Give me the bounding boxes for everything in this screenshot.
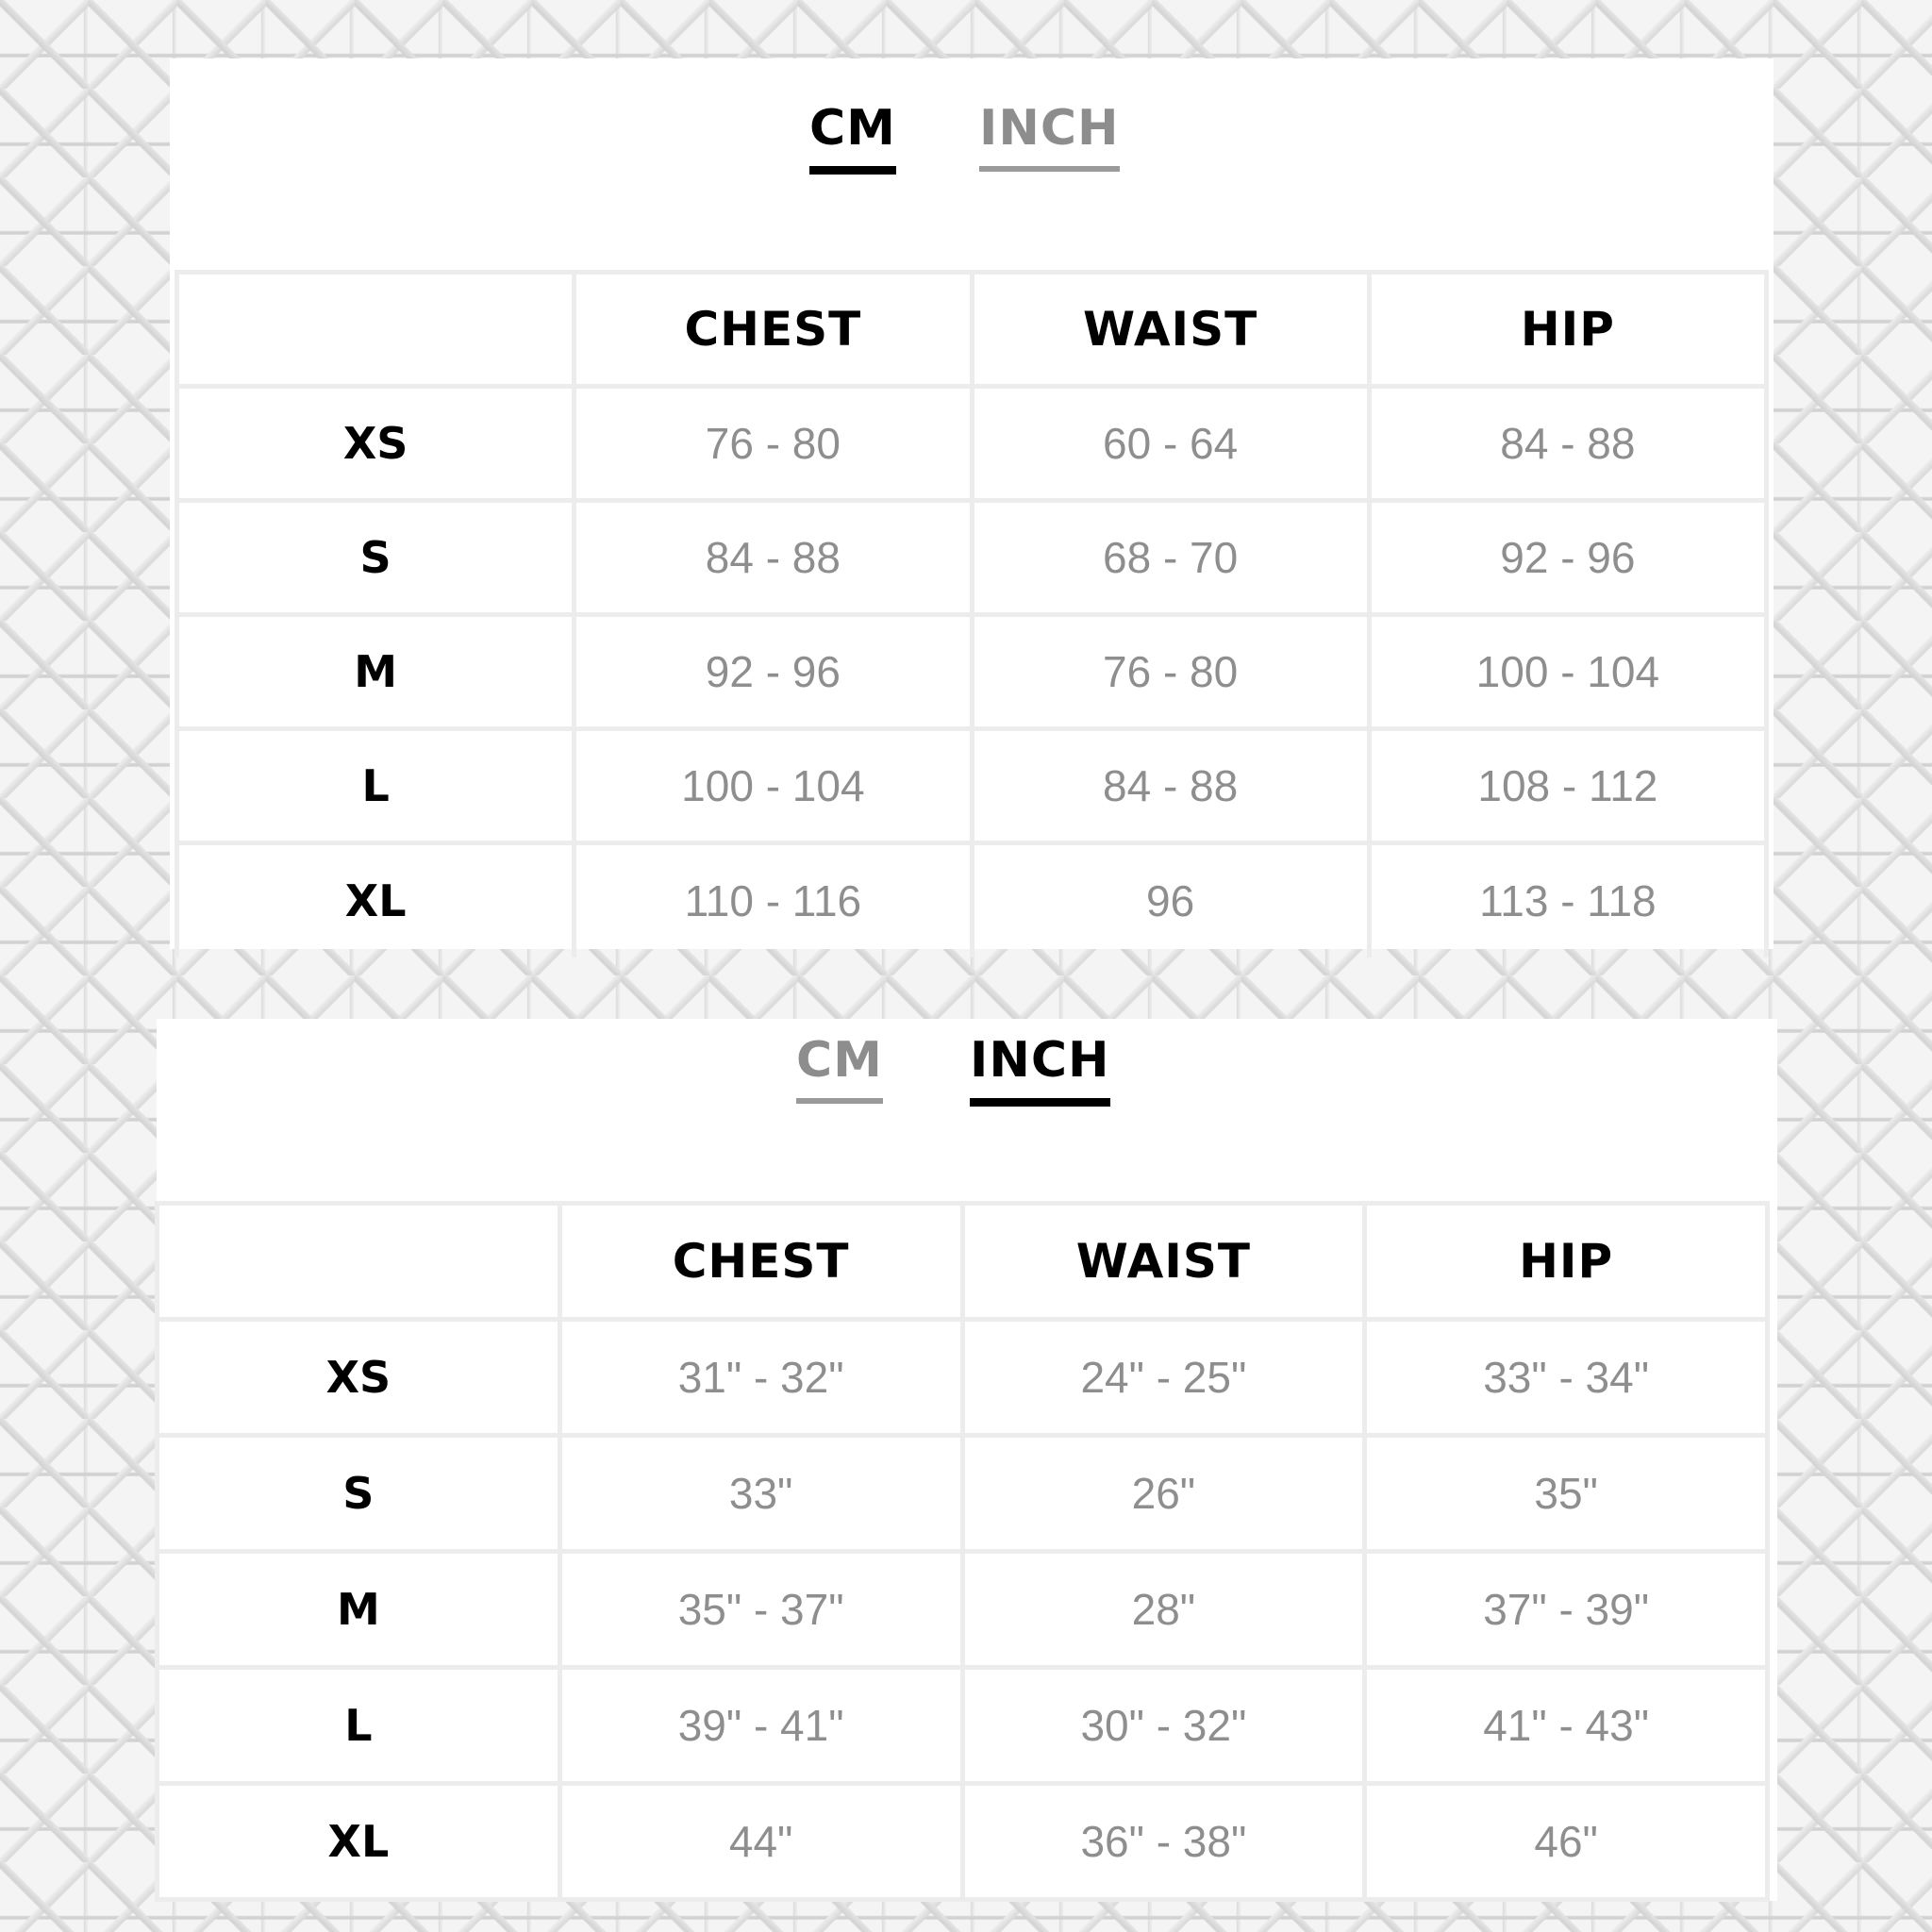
header-chest: CHEST bbox=[559, 1204, 962, 1320]
size-label: XS bbox=[177, 387, 575, 501]
waist-value: 76 - 80 bbox=[972, 615, 1369, 729]
waist-value: 30" - 32" bbox=[962, 1668, 1365, 1784]
size-label: M bbox=[158, 1552, 560, 1668]
size-label: S bbox=[177, 501, 575, 615]
header-size bbox=[158, 1204, 560, 1320]
header-waist: WAIST bbox=[972, 273, 1369, 387]
size-chart-inch-panel bbox=[157, 1019, 1777, 1901]
chest-value: 44" bbox=[559, 1784, 962, 1900]
chest-value: 100 - 104 bbox=[575, 729, 972, 843]
table-row bbox=[177, 615, 1767, 729]
table-header-row bbox=[177, 273, 1767, 387]
hip-value: 46" bbox=[1365, 1784, 1768, 1900]
size-label: M bbox=[177, 615, 575, 729]
size-label: XL bbox=[158, 1784, 560, 1900]
chest-value: 39" - 41" bbox=[559, 1668, 962, 1784]
hip-value: 37" - 39" bbox=[1365, 1552, 1768, 1668]
table-row bbox=[158, 1784, 1768, 1900]
waist-value: 28" bbox=[962, 1552, 1365, 1668]
header-size bbox=[177, 273, 575, 387]
waist-value: 68 - 70 bbox=[972, 501, 1369, 615]
table-row bbox=[158, 1436, 1768, 1552]
tab-cm[interactable]: CM bbox=[809, 98, 896, 175]
table-row bbox=[177, 729, 1767, 843]
chest-value: 31" - 32" bbox=[559, 1320, 962, 1436]
size-label: S bbox=[158, 1436, 560, 1552]
size-label: XL bbox=[177, 843, 575, 958]
hip-value: 33" - 34" bbox=[1365, 1320, 1768, 1436]
tab-cm[interactable]: CM bbox=[796, 1030, 883, 1104]
table-row bbox=[158, 1668, 1768, 1784]
waist-value: 60 - 64 bbox=[972, 387, 1369, 501]
size-table-cm bbox=[175, 270, 1769, 958]
table-row bbox=[177, 843, 1767, 958]
table-row bbox=[177, 387, 1767, 501]
hip-value: 108 - 112 bbox=[1369, 729, 1766, 843]
size-label: L bbox=[158, 1668, 560, 1784]
tab-inch[interactable]: INCH bbox=[979, 98, 1120, 172]
table-header-row bbox=[158, 1204, 1768, 1320]
size-label: L bbox=[177, 729, 575, 843]
unit-tabs bbox=[157, 1030, 1777, 1124]
hip-value: 41" - 43" bbox=[1365, 1668, 1768, 1784]
size-table-inch bbox=[155, 1201, 1770, 1902]
hip-value: 100 - 104 bbox=[1369, 615, 1766, 729]
hip-value: 92 - 96 bbox=[1369, 501, 1766, 615]
header-chest: CHEST bbox=[575, 273, 972, 387]
table-row bbox=[158, 1552, 1768, 1668]
unit-tabs bbox=[170, 98, 1774, 192]
size-label: XS bbox=[158, 1320, 560, 1436]
chest-value: 84 - 88 bbox=[575, 501, 972, 615]
header-hip: HIP bbox=[1369, 273, 1766, 387]
chest-value: 33" bbox=[559, 1436, 962, 1552]
waist-value: 26" bbox=[962, 1436, 1365, 1552]
waist-value: 36" - 38" bbox=[962, 1784, 1365, 1900]
waist-value: 84 - 88 bbox=[972, 729, 1369, 843]
header-hip: HIP bbox=[1365, 1204, 1768, 1320]
tab-inch[interactable]: INCH bbox=[970, 1030, 1110, 1107]
chest-value: 35" - 37" bbox=[559, 1552, 962, 1668]
hip-value: 113 - 118 bbox=[1369, 843, 1766, 958]
table-row bbox=[158, 1320, 1768, 1436]
chest-value: 92 - 96 bbox=[575, 615, 972, 729]
header-waist: WAIST bbox=[962, 1204, 1365, 1320]
chest-value: 76 - 80 bbox=[575, 387, 972, 501]
waist-value: 24" - 25" bbox=[962, 1320, 1365, 1436]
chest-value: 110 - 116 bbox=[575, 843, 972, 958]
size-chart-cm-panel bbox=[170, 58, 1774, 949]
hip-value: 35" bbox=[1365, 1436, 1768, 1552]
hip-value: 84 - 88 bbox=[1369, 387, 1766, 501]
table-row bbox=[177, 501, 1767, 615]
waist-value: 96 bbox=[972, 843, 1369, 958]
